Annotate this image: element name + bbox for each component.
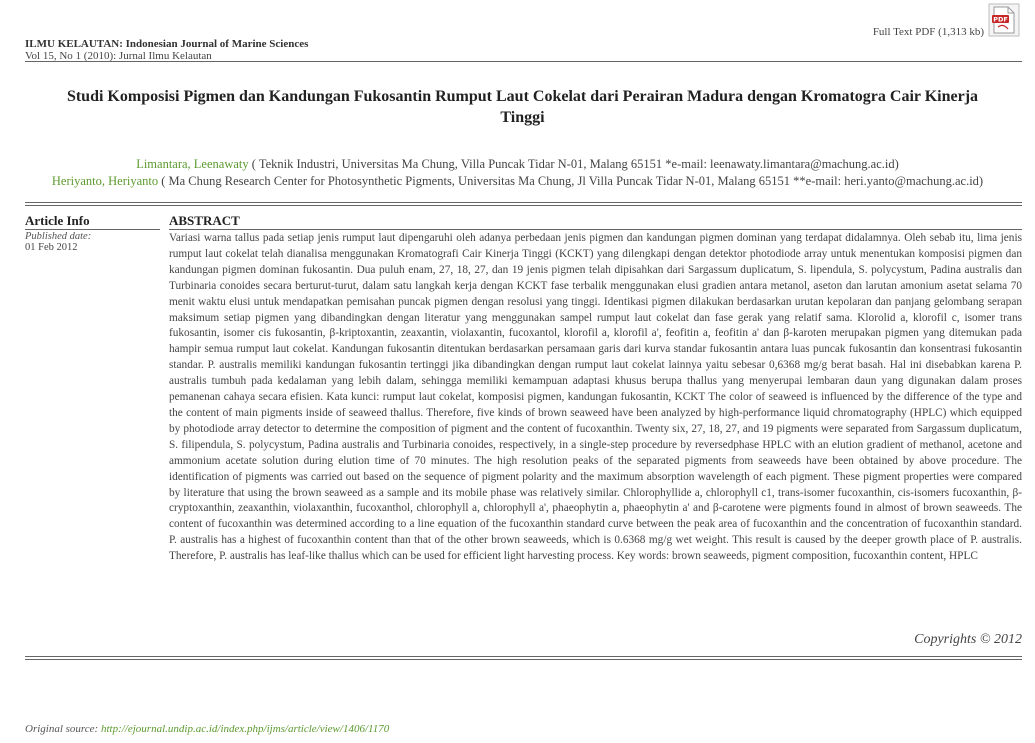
article-title: Studi Komposisi Pigmen dan Kandungan Fukosantin Rumput Laut Cokelat dari Perairan Madura dengan Kromatogra Cair Kinerja Tinggi: [66, 88, 979, 126]
source-label: Original source:: [25, 723, 99, 735]
abstract-text: Variasi warna tallus pada setiap jenis rumput laut dipengaruhi oleh adanya perbedaan jenis pigmen dan kandungan pigmen dominan yang terdapat didalamnya. Oleh sebab itu, lima jenis rumput laut cokelat telah dianalisa menggunakan Kromatografi Cair Kinerja Tinggi (KCKT) yang dilengkapi dengan detektor photodiode array untuk menentukan komposisi pigmen dan kandungan pigmen dominan fukosantin. Dua puluh enam, 27, 18, 27, dan 19 jenis pigmen telah dipisahkan dari Sargassum duplicatum, S. lipendula, S. polycystum, Padina australis dan Turbinaria conoides secara berturut-turut, dalam satu langkah kerja dengan KCKT fase terbalik menggunakan elusi gradien antara metanol, aseton dan larutan amonium asetat selama 70 menit waktu elusi untuk mendapatkan pemisahan puncak pigmen dengan resolusi yang tinggi. Identikasi pigmen dilakukan berdasarkan urutan kepolaran dan panjang gelombang serapan maksimum setiap pigmen yang dibandingkan dengan literatur yang menggunakan sampel rumput laut cokelat dan fase gerak yang relatif sama. Klorolid a, klorofil c, isomer trans fukosantin, isomer cis fukosantin, β-kriptoxantin, zeaxantin, violaxantin, fucoxantol, klorofil a, klorofil a', feofitin a, feofitin a' dan β-karoten merupakan pigmen yang ditemukan pada hampir semua rumput laut cokelat. Kandungan fukosantin ditentukan berdasarkan persamaan garis dari kurva standar fukosantin antara luas puncak fukosantin dan konsentrasi fukosantin standar. P. australis memiliki kandungan fukosantin tertinggi jika dibandingkan dengan rumput laut cokelat lainnya yaitu sebesar 0,6368 mg/g berat basah. Hal ini disebabkan karena P. australis tumbuh pada kedalaman yang lebih dalam, sehingga memiliki kemampuan adaptasi khusus berupa thallus yang menyerupai lembaran daun yang digunakan dalam proses pemanenan cahaya secara efisien. Kata kunci: rumput laut cokelat, komposisi pigmen, kandungan fukosantin, KCKT The color of seaweed is influenced by the difference of the type and the content of main pigments inside of seaweed thallus. Therefore, five kinds of brown seaweed have been analyzed by high-performance liquid chromatography (HPLC) which equipped by photodiode array detector to determine the composition of pigment and the content of fucoxanthin. Twenty six, 27, 18, 27, and 19 pigments were separated from Sargassum duplicatum, S. filipendula, S. polycystum, Padina australis and Turbinaria conoides, respectively, in a single-step procedure by reversedphase HPLC with an elution gradient of methanol, acetone and ammonium acetate solution during elution time of 70 minutes. The high resolution peaks of the separated pigments from seaweeds have been obtained by above procedure. The identification of pigments was carried out based on the sequence of pigment polarity and the maximum absorption wavelength of each pigment. These pigment properties were compared by literature that using the brown seaweed as a sample and its mobile phase was relatively similar. Chlorophyllide a, chlorophyll c1, trans-isomer fucoxanthin, cis-isomers fucoxanthin, β-cryptoxanthin, zeaxanthin, violaxanthin, fucoxanthol, chlorophyll a, chlorophyll a', phaeophytin a, phaeophytin a' and β-carotene were pigments found in almost of brown seaweeds. The content of fucoxanthin was determined according to a line equation of the fucoxanthin standard curve between the peak area of fucoxanthin and the concentration of fucoxanthin standard. P. australis has a highest of fucoxanthin content than that of the other brown seaweeds, which is 0.6368 mg/g wet weight. This result is caused by the deeper growth place of P. australis. Therefore, P. australis has leaf-like thallus which can be used for efficient light harvesting process. Key words: brown seaweeds, pigment composition, fucoxanthin content, HPLC: [169, 232, 1022, 563]
author-link[interactable]: Limantara, Leenawaty: [136, 157, 249, 171]
author-line: [0, 157, 1035, 172]
copyright-notice: Copyrights © 2012: [914, 632, 1022, 647]
pdf-icon[interactable]: [988, 3, 1020, 37]
author-link[interactable]: Heriyanto, Heriyanto: [51, 174, 159, 188]
original-source: [25, 723, 389, 735]
article-info-divider: [25, 229, 160, 230]
author-affiliation: ( Ma Chung Research Center for Photosynthetic Pigments, Universitas Ma Chung, Jl Villa Puncak Tidar N-01, Malang 65151 **e-mail: heri.yanto@machung.ac.id): [161, 174, 984, 188]
section-divider: [25, 205, 1022, 206]
footer-divider: [25, 656, 1022, 657]
svg-text:PDF: PDF: [993, 15, 1008, 24]
published-date-label: Published date:: [25, 231, 92, 242]
footer-divider: [25, 659, 1022, 660]
header-divider: [25, 61, 1022, 62]
source-link[interactable]: http://ejournal.undip.ac.id/index.php/ijms/article/view/1406/1170: [100, 723, 390, 735]
author-affiliation: ( Teknik Industri, Universitas Ma Chung, Villa Puncak Tidar N-01, Malang 65151 *e-mail: leenawaty.limantara@machung.ac.id): [251, 157, 899, 171]
journal-name: ILMU KELAUTAN: Indonesian Journal of Marine Sciences: [25, 38, 309, 50]
abstract-divider: [169, 229, 1022, 230]
abstract-heading: ABSTRACT: [169, 213, 240, 228]
section-divider: [25, 202, 1022, 203]
full-text-pdf-link[interactable]: Full Text PDF (1,313 kb): [872, 26, 984, 38]
author-line: [0, 174, 1035, 189]
journal-volume: Vol 15, No 1 (2010): Jurnal Ilmu Kelautan: [25, 50, 212, 62]
published-date-value: 01 Feb 2012: [25, 242, 78, 253]
article-info-heading: Article Info: [25, 213, 90, 228]
